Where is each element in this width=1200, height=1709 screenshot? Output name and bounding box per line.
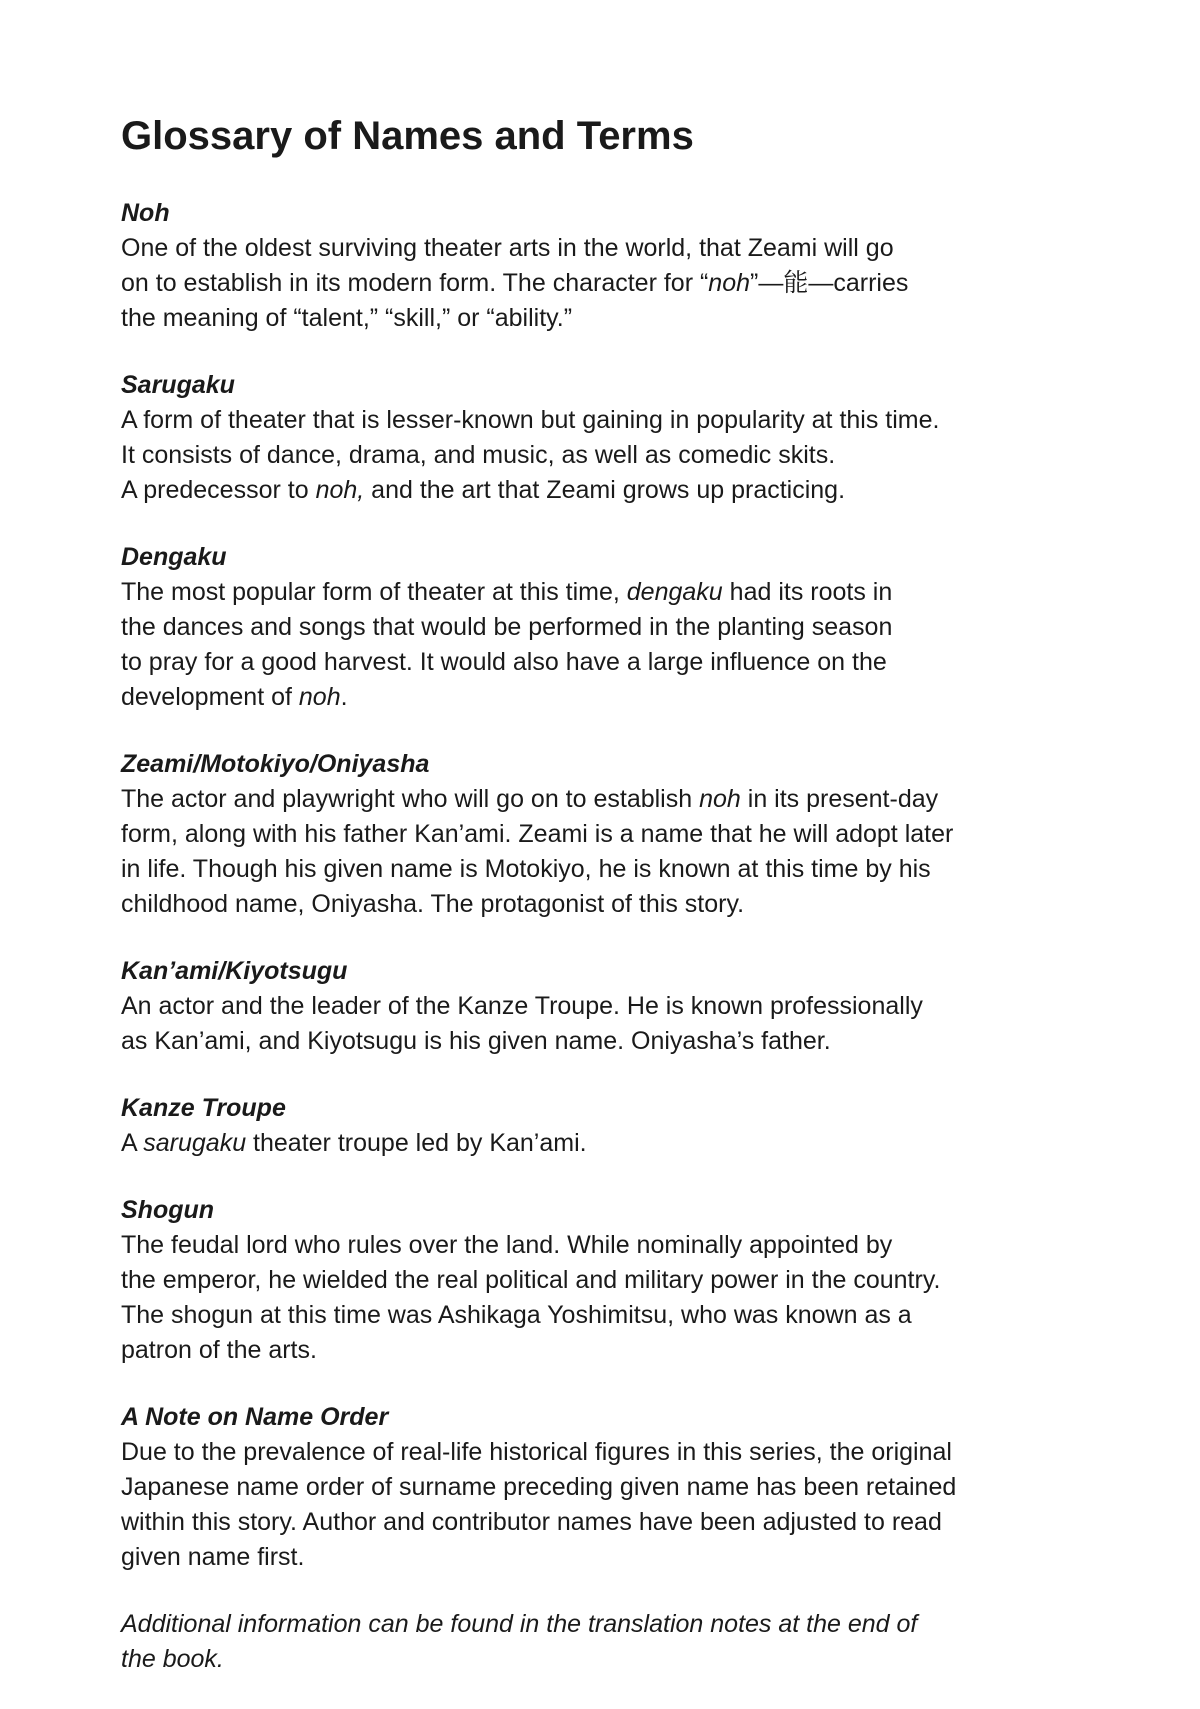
glossary-entries: [121, 196, 1091, 1575]
glossary-term: Sarugaku: [121, 371, 235, 399]
definition-line: within this story. Author and contributor names have been adjusted to read: [121, 1508, 942, 1536]
definition-line: Japanese name order of surname preceding given name has been retained: [121, 1473, 957, 1501]
definition-line: given name first.: [121, 1543, 305, 1571]
glossary-entry: [121, 954, 1091, 1059]
glossary-entry: [121, 368, 1091, 508]
glossary-entry: [121, 747, 1091, 922]
definition-line: An actor and the leader of the Kanze Troupe. He is known professionally: [121, 992, 923, 1020]
glossary-definition: [121, 231, 1091, 336]
glossary-entry: [121, 1400, 1091, 1575]
definition-line: The actor and playwright who will go on to establish noh in its present-day: [121, 785, 939, 813]
definition-line: patron of the arts.: [121, 1336, 317, 1364]
glossary-entry: [121, 540, 1091, 715]
italic-term: noh: [708, 269, 751, 297]
glossary-definition: [121, 1228, 1091, 1368]
definition-line: One of the oldest surviving theater arts in the world, that Zeami will go: [121, 234, 894, 262]
definition-line: The feudal lord who rules over the land. While nominally appointed by: [121, 1231, 893, 1259]
definition-line: development of noh.: [121, 683, 348, 711]
definition-line: as Kan’ami, and Kiyotsugu is his given name. Oniyasha’s father.: [121, 1027, 831, 1055]
definition-line: A predecessor to noh, and the art that Zeami grows up practicing.: [121, 476, 846, 504]
glossary-term: Dengaku: [121, 543, 227, 571]
glossary-definition: [121, 782, 1091, 922]
glossary-definition: [121, 1435, 1091, 1575]
glossary-term: Shogun: [121, 1196, 215, 1224]
italic-term: noh,: [315, 476, 365, 504]
definition-line: the meaning of “talent,” “skill,” or “ability.”: [121, 304, 573, 332]
glossary-term: Noh: [121, 199, 170, 227]
glossary-definition: [121, 1126, 1091, 1161]
definition-line: It consists of dance, drama, and music, as well as comedic skits.: [121, 441, 836, 469]
glossary-term: A Note on Name Order: [121, 1403, 389, 1431]
definition-line: on to establish in its modern form. The character for “noh”—能—carries: [121, 269, 909, 297]
definition-line: The shogun at this time was Ashikaga Yoshimitsu, who was known as a: [121, 1301, 912, 1329]
glossary-entry: [121, 1091, 1091, 1161]
definition-line: the dances and songs that would be performed in the planting season: [121, 613, 893, 641]
definition-line: in life. Though his given name is Motokiyo, he is known at this time by his: [121, 855, 931, 883]
glossary-entry: [121, 1193, 1091, 1368]
definition-line: childhood name, Oniyasha. The protagonist of this story.: [121, 890, 745, 918]
definition-line: to pray for a good harvest. It would also have a large influence on the: [121, 648, 887, 676]
italic-term: noh: [699, 785, 741, 813]
page-title: Glossary of Names and Terms: [121, 114, 694, 158]
definition-line: Due to the prevalence of real-life historical figures in this series, the original: [121, 1438, 952, 1466]
glossary-term: Kanze Troupe: [121, 1094, 286, 1122]
italic-term: dengaku: [626, 578, 723, 606]
footnote-line: the book.: [121, 1645, 224, 1673]
glossary-content: [121, 112, 1091, 1677]
glossary-term: Zeami/Motokiyo/Oniyasha: [121, 750, 430, 778]
definition-line: the emperor, he wielded the real political and military power in the country.: [121, 1266, 941, 1294]
glossary-definition: [121, 403, 1091, 508]
footnote: [121, 1607, 1091, 1677]
glossary-entry: [121, 196, 1091, 336]
definition-line: A form of theater that is lesser-known but gaining in popularity at this time.: [121, 406, 940, 434]
footnote-line: Additional information can be found in the translation notes at the end of: [121, 1610, 918, 1638]
definition-line: A sarugaku theater troupe led by Kan’ami.: [121, 1129, 587, 1157]
glossary-definition: [121, 989, 1091, 1059]
glossary-definition: [121, 575, 1091, 715]
italic-term: noh: [298, 683, 341, 711]
definition-line: form, along with his father Kan’ami. Zeami is a name that he will adopt later: [121, 820, 954, 848]
italic-term: sarugaku: [143, 1129, 247, 1157]
definition-line: The most popular form of theater at this time, dengaku had its roots in: [121, 578, 893, 606]
glossary-term: Kan’ami/Kiyotsugu: [121, 957, 348, 985]
